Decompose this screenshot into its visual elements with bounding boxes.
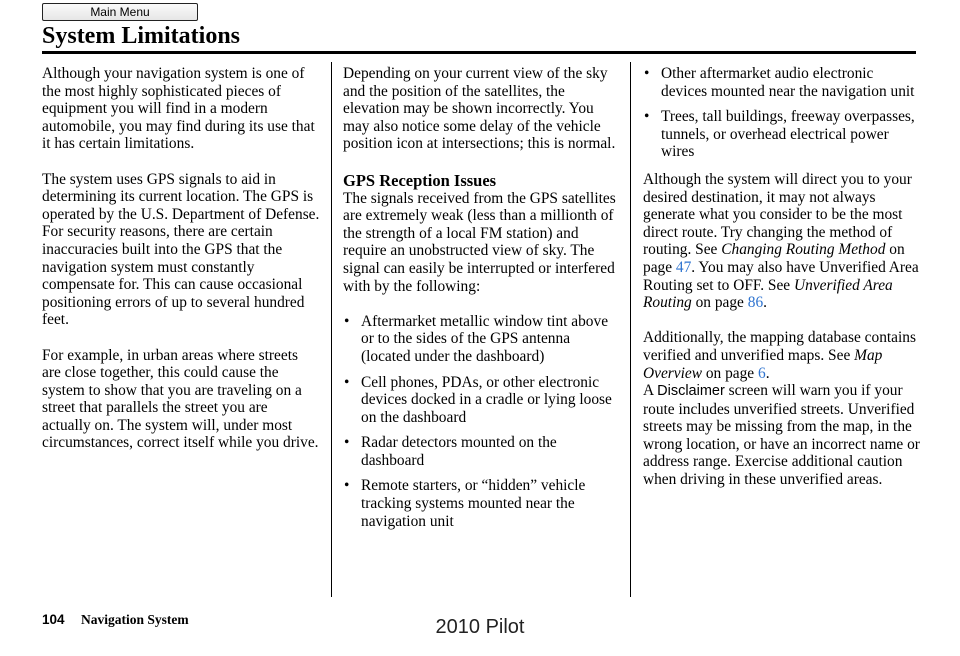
paragraph-gps: The system uses GPS signals to aid in determining its current location. The GPS is operated by the U.S. Department of Defense. For security reasons, there are certain inaccuracies built into the GPS that the navigation system must constantly compensate for. This can cause occasional positioning errors of up to several hundred feet.	[42, 170, 320, 329]
page-title: System Limitations	[42, 23, 240, 49]
page-number: 104	[42, 612, 65, 627]
paragraph-mapping-database: Additionally, the mapping database contains verified and unverified maps. See Map Overview on page 6.	[643, 329, 916, 382]
interference-list-continued	[643, 65, 923, 161]
paragraph-elevation: Depending on your current view of the sky and the position of the satellites, the elevation may be shown incorrectly. You may also notice some delay of the vehicle position icon at intersections; this is normal.	[343, 65, 616, 153]
column-3	[643, 65, 923, 506]
paragraph-intro: Although your navigation system is one of the most highly sophisticated pieces of equipment you will find in a modern automobile, you may find during its use that it has certain limitations.	[42, 65, 315, 153]
column-1	[42, 65, 320, 470]
watermark: 2010 Pilot	[435, 616, 525, 638]
main-menu-button[interactable]: Main Menu	[42, 3, 198, 21]
list-item: • Aftermarket metallic window tint above or to the sides of the GPS antenna (located under the dashboard)	[343, 313, 619, 366]
list-item: • Trees, tall buildings, freeway overpasses, tunnels, or overhead electrical power wires	[643, 108, 923, 161]
interference-list	[343, 313, 619, 531]
column-divider-1	[331, 62, 332, 597]
paragraph-signals: The signals received from the GPS satellites are extremely weak (less than a millionth of the strength of a local FM station) and require an unobstructed view of sky. The signal can easily be interrupted or interfered with by the following:	[343, 189, 616, 295]
title-rule	[42, 51, 916, 54]
list-item: • Radar detectors mounted on the dashboard	[343, 434, 619, 469]
footer-section-label: Navigation System	[81, 612, 189, 627]
list-item: • Other aftermarket audio electronic devices mounted near the navigation unit	[643, 65, 923, 100]
column-2	[343, 65, 619, 538]
list-item: • Remote starters, or “hidden” vehicle tracking systems mounted near the navigation unit	[343, 477, 619, 530]
paragraph-routing: Although the system will direct you to your desired destination, it may not always generate what you consider to be the most direct route. Try changing the method of routing. See Changing Routing Method on page 47. You may also have Unverified Area Routing set to OFF. See Unverified Area Routing on page 86.	[643, 170, 919, 312]
paragraph-example: For example, in urban areas where streets are close together, this could cause the system to show that you are traveling on a street that parallels the street you are actually on. The system will, under most circumstances, correct itself while you drive.	[42, 346, 319, 452]
page-link-86[interactable]: 86	[747, 294, 764, 312]
ref-changing-routing-method: Changing Routing Method	[721, 241, 886, 259]
page-link-47[interactable]: 47	[675, 258, 692, 276]
ref-map-overview: Map Overview	[643, 346, 883, 382]
paragraph-disclaimer: A Disclaimer screen will warn you if your route includes unverified streets. Unverified streets may be missing from the map, in the wrong location, or have an incorrect name or address range. Exercise additional caution when driving in these unverified areas.	[643, 382, 920, 489]
column-divider-2	[630, 62, 631, 597]
list-item: • Cell phones, PDAs, or other electronic devices docked in a cradle or lying loose on the dashboard	[343, 374, 619, 427]
disclaimer-term: Disclaimer	[657, 383, 725, 400]
ref-unverified-area-routing: Unverified Area Routing	[643, 276, 893, 312]
section-heading-gps-reception: GPS Reception Issues	[343, 170, 497, 190]
page-link-6[interactable]: 6	[757, 364, 766, 382]
